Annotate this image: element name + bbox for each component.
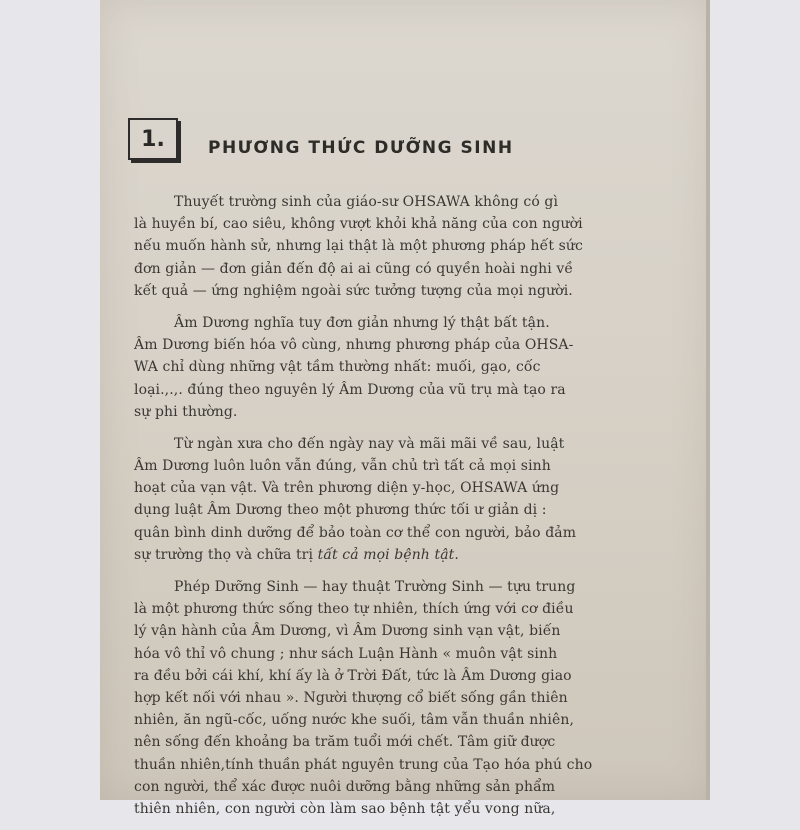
text-line: loại.,.,. đúng theo nguyên lý Âm Dương của vũ trụ mà tạo ra — [134, 381, 566, 398]
text-line: hợp kết nối với nhau ». Người thượng cổ biết sống gần thiên — [134, 689, 568, 706]
chapter-number: 1. — [141, 126, 165, 152]
text-line: dụng luật Âm Dương theo một phương thức tối ư giản dị : — [134, 502, 547, 519]
paragraph-2 — [134, 312, 704, 423]
chapter-title: PHƯƠNG THỨC DƯỠNG SINH — [208, 138, 514, 158]
text-line: đơn giản — đơn giản đến độ ai ai cũng có quyền hoài nghi về — [134, 260, 574, 277]
text-line: thiên nhiên, con người còn làm sao bệnh tật yểu vong nữa, — [134, 800, 556, 817]
text-line: sự phi thường. — [134, 403, 238, 420]
text-line: Từ ngàn xưa cho đến ngày nay và mãi mãi về sau, luật — [174, 435, 565, 452]
text-line: con người, thể xác được nuôi dưỡng bằng những sản phẩm — [134, 778, 556, 795]
page-edge — [706, 0, 710, 800]
text-line: WA chỉ dùng những vật tầm thường nhất: muối, gạo, cốc — [134, 359, 541, 376]
chapter-number-box — [128, 118, 178, 160]
text-line: là một phương thức sống theo tự nhiên, thích ứng với cơ điều — [134, 601, 574, 618]
text-line: quân bình dinh dưỡng để bảo toàn cơ thể con người, bảo đảm — [134, 524, 577, 541]
text-line: ra đều bởi cái khí, khí ấy là ở Trời Đất, tức là Âm Dương giao — [134, 667, 572, 684]
text-line: thuần nhiên,tính thuần phát nguyên trung của Tạo hóa phú cho — [134, 756, 593, 773]
text-line-prefix: sự trường thọ và chữa trị — [134, 546, 318, 563]
text-line: Thuyết trường sinh của giáo-sư OHSAWA không có gì — [174, 194, 559, 210]
text-line: hóa vô thỉ vô chung ; như sách Luận Hành « muôn vật sinh — [134, 645, 558, 662]
text-line: Âm Dương luôn luôn vẫn đúng, vẫn chủ trì tất cả mọi sinh — [134, 458, 551, 475]
text-line: hoạt của vạn vật. Và trên phương diện y-học, OHSAWA ứng — [134, 480, 560, 497]
body-text — [134, 191, 704, 830]
paragraph-4 — [134, 576, 704, 820]
text-line — [134, 544, 704, 566]
text-line: Âm Dương nghĩa tuy đơn giản nhưng lý thật bất tận. — [174, 314, 550, 331]
text-line: kết quả — ứng nghiệm ngoài sức tưởng tượng của mọi người. — [134, 282, 573, 299]
text-line: là huyền bí, cao siêu, không vượt khỏi khả năng của con người — [134, 216, 583, 233]
paragraph-1 — [134, 191, 704, 302]
text-line: nếu muốn hành sử, nhưng lại thật là một phương pháp hết sức — [134, 238, 583, 255]
paragraph-3 — [134, 433, 704, 566]
text-line: Phép Dưỡng Sinh — hay thuật Trường Sinh — tựu trung — [174, 579, 576, 595]
emphasized-text: tất cả mọi bệnh tật. — [317, 546, 459, 563]
text-line: lý vận hành của Âm Dương, vì Âm Dương sinh vạn vật, biến — [134, 623, 561, 640]
text-line: Âm Dương biến hóa vô cùng, nhưng phương pháp của OHSA- — [134, 337, 574, 354]
text-line: nhiên, ăn ngũ-cốc, uống nước khe suối, tâm vẫn thuần nhiên, — [134, 712, 575, 729]
text-line: nên sống đến khoảng ba trăm tuổi mới chết. Tâm giữ được — [134, 734, 556, 751]
